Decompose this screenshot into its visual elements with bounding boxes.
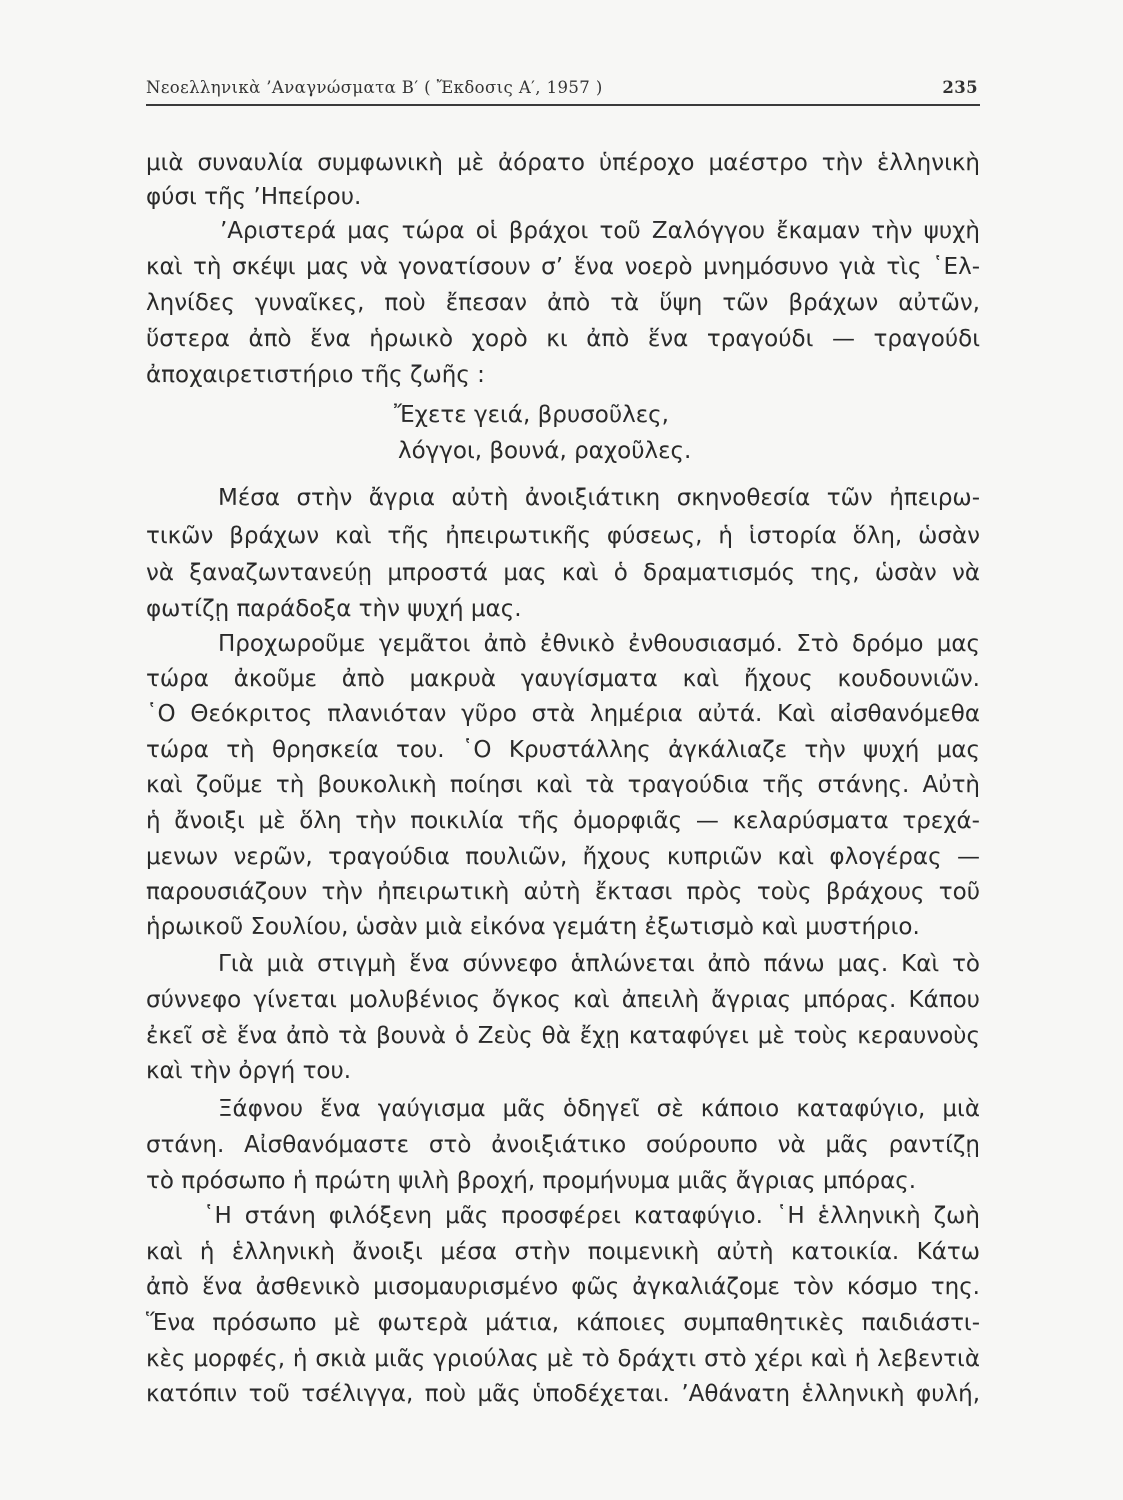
verse-line: Ἔχετε γειά, βρυσοῦλες, bbox=[394, 402, 669, 428]
text-line: τικῶν βράχων καὶ τῆς ἠπειρωτικῆς φύσεως, ἡ ἱστορία ὅλη, ὡσὰν bbox=[146, 523, 980, 549]
text-line: Ξάφνου ἕνα γαύγισμα μᾶς ὁδηγεῖ σὲ κάποιο καταφύγιο, μιὰ bbox=[218, 1096, 980, 1122]
text-line: κὲς μορφές, ἡ σκιὰ μιᾶς γριούλας μὲ τὸ δράχτι στὸ χέρι καὶ ἡ λεβεντιὰ bbox=[146, 1346, 980, 1372]
text-line: Ἕνα πρόσωπο μὲ φωτερὰ μάτια, κάποιες συμπαθητικὲς παιδιάστι- bbox=[146, 1310, 980, 1336]
text-line: στάνη. Αἰσθανόμαστε στὸ ἀνοιξιάτικο σούρουπο νὰ μᾶς ραντίζῃ bbox=[146, 1132, 980, 1158]
text-line: ’Αριστερά μας τώρα οἱ βράχοι τοῦ Ζαλόγγου ἔκαμαν τὴν ψυχὴ bbox=[220, 218, 980, 244]
header-title: Νεοελληνικὰ ’Αναγνώσματα Β′ ( Ἔκδοσις Α′, 1957 ) bbox=[146, 78, 603, 97]
text-line: καὶ ζοῦμε τὴ βουκολικὴ ποίησι καὶ τὰ τραγούδια τῆς στάνης. Αὐτὴ bbox=[146, 772, 980, 798]
running-header bbox=[146, 74, 980, 106]
page-number: 235 bbox=[942, 78, 978, 97]
text-line: Προχωροῦμε γεμᾶτοι ἀπὸ ἐθνικὸ ἐνθουσιασμό. Στὸ δρόμο μας bbox=[218, 631, 980, 657]
text-line: κατόπιν τοῦ τσέλιγγα, ποὺ μᾶς ὑποδέχεται. ’Αθάνατη ἑλληνικὴ φυλή, bbox=[146, 1381, 980, 1407]
text-line: ληνίδες γυναῖκες, ποὺ ἔπεσαν ἀπὸ τὰ ὕψη τῶν βράχων αὐτῶν, bbox=[146, 290, 980, 316]
text-line: ὕστερα ἀπὸ ἕνα ἡρωικὸ χορὸ κι ἀπὸ ἕνα τραγούδι — τραγούδι bbox=[146, 326, 980, 352]
text-line: σύννεφο γίνεται μολυβένιος ὄγκος καὶ ἀπειλὴ ἄγριας μπόρας. Κάπου bbox=[146, 987, 980, 1013]
text-line: ῾Ο Θεόκριτος πλανιόταν γῦρο στὰ λημέρια αὐτά. Καὶ αἰσθανόμεθα bbox=[146, 701, 980, 727]
text-line: ἐκεῖ σὲ ἕνα ἀπὸ τὰ βουνὰ ὁ Ζεὺς θὰ ἔχῃ καταφύγει μὲ τοὺς κεραυνοὺς bbox=[146, 1023, 980, 1049]
text-line: παρουσιάζουν τὴν ἠπειρωτικὴ αὐτὴ ἔκτασι πρὸς τοὺς βράχους τοῦ bbox=[146, 879, 980, 905]
text-line: ῾Η στάνη φιλόξενη μᾶς προσφέρει καταφύγιο. ῾Η ἑλληνικὴ ζωὴ bbox=[203, 1203, 980, 1229]
text-line: Μέσα στὴν ἄγρια αὐτὴ ἀνοιξιάτικη σκηνοθεσία τῶν ἠπειρω- bbox=[218, 485, 980, 511]
text-line: καὶ τὴν ὀργή του. bbox=[146, 1058, 352, 1084]
text-line: φύσι τῆς ’Ηπείρου. bbox=[146, 184, 362, 210]
text-line: μιὰ συναυλία συμφωνικὴ μὲ ἀόρατο ὑπέροχο μαέστρο τὴν ἑλληνικὴ bbox=[146, 150, 980, 176]
text-line: Γιὰ μιὰ στιγμὴ ἕνα σύννεφο ἁπλώνεται ἀπὸ πάνω μας. Καὶ τὸ bbox=[218, 951, 980, 977]
text-line: τώρα ἀκοῦμε ἀπὸ μακρυὰ γαυγίσματα καὶ ἤχους κουδουνιῶν. bbox=[146, 666, 980, 692]
text-line: νὰ ξαναζωντανεύῃ μπροστά μας καὶ ὁ δραματισμός της, ὡσὰν νὰ bbox=[146, 560, 980, 586]
text-line: ἀπὸ ἕνα ἀσθενικὸ μισομαυρισμένο φῶς ἀγκαλιάζομε τὸν κόσμο της. bbox=[146, 1274, 980, 1300]
verse-line: λόγγοι, βουνά, ραχοῦλες. bbox=[398, 438, 692, 464]
text-line: ἡ ἄνοιξι μὲ ὅλη τὴν ποικιλία τῆς ὀμορφιᾶς — κελαρύσματα τρεχά- bbox=[146, 808, 980, 834]
text-line: καὶ τὴ σκέψι μας νὰ γονατίσουν σ’ ἕνα νοερὸ μνημόσυνο γιὰ τὶς ῾Ελ- bbox=[146, 254, 980, 280]
text-line: καὶ ἡ ἑλληνικὴ ἄνοιξι μέσα στὴν ποιμενικὴ αὐτὴ κατοικία. Κάτω bbox=[146, 1239, 980, 1265]
text-line: μενων νερῶν, τραγούδια πουλιῶν, ἤχους κυπριῶν καὶ φλογέρας — bbox=[146, 844, 980, 870]
text-line: φωτίζῃ παράδοξα τὴν ψυχή μας. bbox=[146, 596, 522, 622]
text-line: τὸ πρόσωπο ἡ πρώτη ψιλὴ βροχή, προμήνυμα μιᾶς ἄγριας μπόρας. bbox=[146, 1168, 917, 1194]
text-line: ἡρωικοῦ Σουλίου, ὡσὰν μιὰ εἰκόνα γεμάτη ἐξωτισμὸ καὶ μυστήριο. bbox=[146, 914, 920, 940]
text-line: τώρα τὴ θρησκεία του. ῾Ο Κρυστάλλης ἀγκάλιαζε τὴν ψυχή μας bbox=[146, 737, 980, 763]
text-line: ἀποχαιρετιστήριο τῆς ζωῆς : bbox=[146, 362, 485, 388]
